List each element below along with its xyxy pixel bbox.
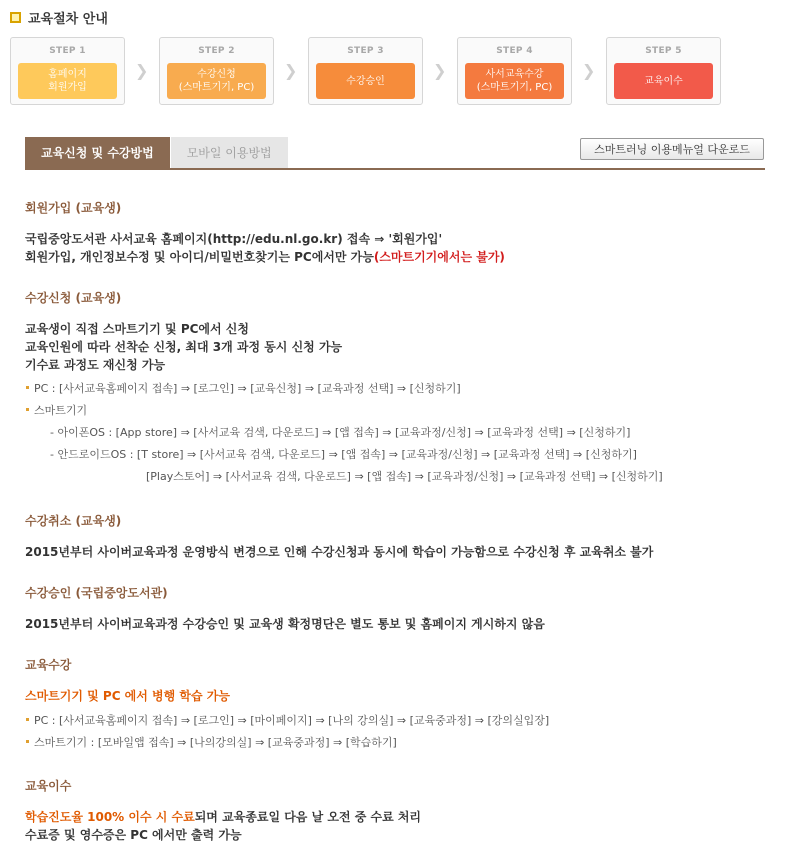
apply-ios-steps: - 아이폰OS : [App store] ⇒ [사서교육 검색, 다운로드] ⇒ [앱 접속] ⇒ [교육과정/신청] ⇒ [교육과정 선택] ⇒ [신청하기] [50, 426, 631, 439]
complete-line-1 [25, 808, 421, 825]
bullet-icon [26, 386, 29, 389]
step-label: STEP 2 [198, 46, 235, 56]
section-title-study: 교육수강 [25, 658, 72, 672]
signup-line-2 [25, 248, 505, 265]
signup-line-2-warning: (스마트기기에서는 불가) [373, 250, 505, 264]
section-title-signup: 회원가입 (교육생) [25, 201, 122, 215]
step-box [465, 63, 564, 99]
step-2 [159, 37, 274, 105]
apply-smart-label: 스마트기기 [34, 404, 88, 417]
step-label: STEP 3 [347, 46, 384, 56]
tab-apply-method[interactable]: 교육신청 및 수강방법 [25, 137, 170, 168]
step-4 [457, 37, 572, 105]
apply-line-1: 교육생이 직접 스마트기기 및 PC에서 신청 [25, 322, 249, 336]
chevron-right-icon: ❯ [433, 61, 447, 80]
tab-mobile-usage[interactable]: 모바일 이용방법 [171, 137, 288, 168]
bullet-icon [26, 718, 29, 721]
chevron-right-icon: ❯ [135, 61, 149, 80]
section-header [10, 8, 108, 27]
complete-line-1-highlight: 학습진도율 100% 이수 시 수료 [25, 810, 195, 824]
signup-line-1: 국립중앙도서관 사서교육 홈페이지(http://edu.nl.go.kr) 접속 ⇒ '회원가입' [25, 232, 443, 246]
apply-pc-steps: PC : [사서교육홈페이지 접속] ⇒ [로그인] ⇒ [교육신청] ⇒ [교육과정 선택] ⇒ [신청하기] [34, 382, 461, 395]
step-5 [606, 37, 721, 105]
step-label: STEP 1 [49, 46, 86, 56]
step-text: 수강신청 (스마트기기, PC) [178, 69, 255, 93]
step-box [18, 63, 117, 99]
step-text: 교육이수 [644, 75, 683, 87]
step-1 [10, 37, 125, 105]
step-text: 수강승인 [346, 75, 385, 87]
section-title-complete: 교육이수 [25, 779, 72, 793]
cancel-line-1: 2015년부터 사이버교육과정 운영방식 변경으로 인해 수강신청과 동시에 학습이 가능함으로 수강신청 후 교육취소 불가 [25, 545, 654, 559]
square-bullet-icon [10, 12, 21, 23]
chevron-right-icon: ❯ [582, 61, 596, 80]
section-title-apply: 수강신청 (교육생) [25, 291, 122, 305]
step-label: STEP 5 [645, 46, 682, 56]
section-title-cancel: 수강취소 (교육생) [25, 514, 122, 528]
step-text: 사서교육수강 (스마트기기, PC) [476, 69, 553, 93]
step-box [167, 63, 266, 99]
apply-android-steps: - 안드로이드OS : [T store] ⇒ [사서교육 검색, 다운로드] ⇒ [앱 접속] ⇒ [교육과정/신청] ⇒ [교육과정 선택] ⇒ [신청하기] [50, 448, 637, 461]
complete-line-1-rest: 되며 교육종료일 다음 날 오전 중 수료 처리 [194, 810, 422, 824]
step-3 [308, 37, 423, 105]
apply-line-3: 기수료 과정도 재신청 가능 [25, 358, 166, 372]
step-box [316, 63, 415, 99]
complete-line-2: 수료증 및 영수증은 PC 에서만 출력 가능 [25, 828, 242, 842]
study-highlight: 스마트기기 및 PC 에서 병행 학습 가능 [25, 689, 230, 703]
apply-line-2: 교육인원에 따라 선착순 신청, 최대 3개 과정 동시 신청 가능 [25, 340, 343, 354]
bullet-icon [26, 740, 29, 743]
study-smart-steps: 스마트기기 : [모바일앱 접속] ⇒ [나의강의실] ⇒ [교육중과정] ⇒ [학습하기] [34, 736, 397, 749]
section-title-approval: 수강승인 (국립중앙도서관) [25, 586, 168, 600]
study-pc-steps: PC : [사서교육홈페이지 접속] ⇒ [로그인] ⇒ [마이페이지] ⇒ [나의 강의실] ⇒ [교육중과정] ⇒ [강의실입장] [34, 714, 550, 727]
step-box [614, 63, 713, 99]
page-title: 교육절차 안내 [28, 12, 108, 27]
signup-line-2-main: 회원가입, 개인정보수정 및 아이디/비밀번호찾기는 PC에서만 가능 [25, 250, 374, 264]
approval-line-1: 2015년부터 사이버교육과정 수강승인 및 교육생 확정명단은 별도 통보 및 홈페이지 게시하지 않음 [25, 617, 545, 631]
apply-android-playstore-steps: [Play스토어] ⇒ [사서교육 검색, 다운로드] ⇒ [앱 접속] ⇒ [교육과정/신청] ⇒ [교육과정 선택] ⇒ [신청하기] [146, 470, 663, 483]
tab-bar [25, 137, 288, 168]
bullet-icon [26, 408, 29, 411]
tab-underline [25, 168, 765, 170]
process-steps [10, 37, 750, 107]
step-text: 홈페이지 회원가입 [48, 69, 87, 93]
manual-download-button[interactable]: 스마트러닝 이용메뉴얼 다운로드 [580, 138, 764, 160]
step-label: STEP 4 [496, 46, 533, 56]
chevron-right-icon: ❯ [284, 61, 298, 80]
